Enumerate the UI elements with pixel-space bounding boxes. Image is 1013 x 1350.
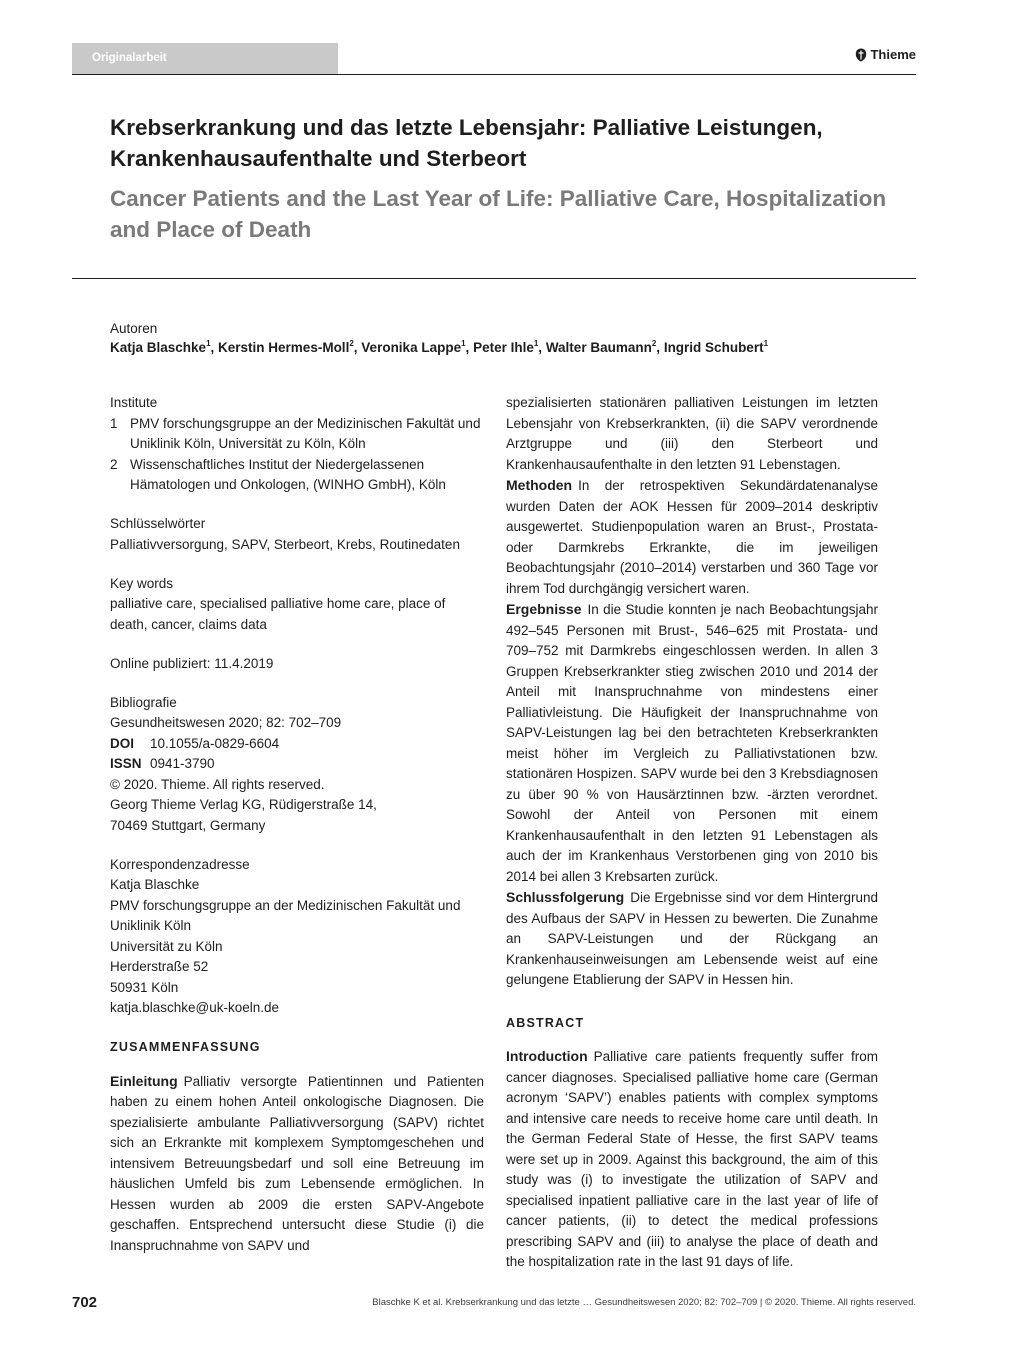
online-date: Online publiziert: 11.4.2019 <box>110 655 274 671</box>
author-affiliation: 1 <box>533 339 539 348</box>
authors-label: Autoren <box>110 321 158 336</box>
schlussfolgerung-label: Schlussfolgerung <box>506 889 625 905</box>
title-german: Krebserkrankung und das letzte Lebensjahr: Palliative Leistungen, Krankenhausaufenthalte und Sterbeort <box>110 115 823 171</box>
bibliography-label: Bibliografie <box>110 694 177 710</box>
institutes-block <box>110 393 484 496</box>
author-affiliation: 2 <box>349 339 354 348</box>
keywords-de-block <box>110 514 484 555</box>
correspondence-label: Korrespondenzadresse <box>110 856 250 872</box>
correspondence-block <box>110 855 484 1019</box>
author-affiliation: 2 <box>651 339 657 348</box>
institute-number: 1 <box>110 415 118 431</box>
footer-citation: Blaschke K et al. Krebserkrankung und das letzte … Gesundheitswesen 2020; 82: 702–709 | © 2020. Thieme. All rights reserved. <box>372 1297 916 1308</box>
keywords-en-text: palliative care, specialised palliative home care, place of death, cancer, claims data <box>110 596 446 632</box>
introduction-label: Introduction <box>506 1048 588 1064</box>
einleitung-label: Einleitung <box>110 1072 178 1089</box>
left-column <box>110 393 484 1256</box>
correspondence-line: Herderstraße 52 <box>110 959 209 974</box>
right-column <box>506 393 878 1273</box>
page-number: 702 <box>72 1294 98 1311</box>
ergebnisse-label: Ergebnisse <box>506 601 582 617</box>
authors-list: Katja Blaschke$^1$, Kerstin Hermes-Moll$^2$, Veronika Lappe$^1$, Peter Ihle$^1$, Walter Baumann$^2$, Ingrid Schubert$^1$ <box>110 339 769 355</box>
institute-text: PMV forschungsgruppe an der Medizinischen Fakultät und Uniklinik Köln, Universität zu Köln, Köln <box>130 415 481 451</box>
institute-item <box>110 414 484 455</box>
publisher-address-line: Georg Thieme Verlag KG, Rüdigerstraße 14, <box>110 797 377 812</box>
article-type-tag: Originalarbeit <box>72 43 338 74</box>
author-name: Ingrid Schubert <box>663 340 764 355</box>
einleitung-continuation: spezialisierten stationären palliativen Leistungen im letzten Lebensjahr von Krebserkrankten, (ii) die SAPV verordnende Arztgruppe und (iii) den Sterbeort und Krankenhausaufenthalte in den letzten 91 Lebenstagen. <box>506 395 878 472</box>
keywords-en-label: Key words <box>110 575 174 591</box>
institute-number: 2 <box>110 456 118 472</box>
institutes-label: Institute <box>110 395 158 410</box>
title-english: Cancer Patients and the Last Year of Life: Palliative Care, Hospitalization and Place of Death <box>110 186 887 242</box>
schlussfolgerung-paragraph <box>506 887 878 991</box>
issn-value: 0941-3790 <box>150 756 215 771</box>
author-name: Walter Baumann <box>545 340 652 355</box>
correspondence-line: PMV forschungsgruppe an der Medizinischen Fakultät und Uniklinik Köln <box>110 897 461 933</box>
keywords-de-text: Palliativversorgung, SAPV, Sterbeort, Krebs, Routinedaten <box>110 536 460 552</box>
issn-label: ISSN <box>110 756 142 771</box>
einleitung-text: Palliativ versorgte Patientinnen und Patienten haben zu einem hohen Anteil onkologische Diagnosen. Die spezialisierte ambulante Palliativversorgung (SAPV) richtet sich an Erkrankte mit komplexem Symptomgeschehen und intensivem Betreuungsbedarf und soll eine Betreuung im häuslichen Umfeld bis zum Lebensende ermöglichen. In Hessen wurden ab 2009 die ersten SAPV-Angebote geschaffen. Entsprechend untersucht diese Studie (i) die Inanspruchnahme von SAPV und <box>110 1073 484 1253</box>
correspondence-line: Katja Blaschke <box>110 877 200 892</box>
institute-item <box>110 455 484 496</box>
einleitung-paragraph <box>110 1071 484 1257</box>
author-name: Katja Blaschke <box>110 340 207 355</box>
title-rule <box>72 278 916 279</box>
doi-label: DOI <box>110 735 135 751</box>
methoden-text: In der retrospektiven Sekundärdatenanalyse wurden Daten der AOK Hessen für 2009–2014 deskriptiv ausgewertet. Studienpopulation waren an Brust-, Prostata- oder Darmkrebs Erkrankte, die im jeweiligen Beobachtungsjahr (2010–2014) verstarben und 360 Tage vor ihrem Tod durchgängig versichert waren. <box>506 478 878 596</box>
introduction-paragraph <box>506 1046 878 1273</box>
author-affiliation: 1 <box>461 339 466 348</box>
bibliography-block <box>110 693 484 837</box>
author-name: Kerstin Hermes-Moll <box>218 340 350 355</box>
header-rule <box>72 74 916 75</box>
author-affiliation: 1 <box>763 339 769 348</box>
methoden-label: Methoden <box>506 477 573 493</box>
author-name: Peter Ihle <box>473 340 534 355</box>
publisher-logo <box>855 47 916 62</box>
ergebnisse-text: In die Studie konnten je nach Beobachtungsjahr 492–545 Personen mit Brust-, 546–625 mit Prostata- und 709–752 mit Darmkrebs eingeschlossen werden. In allen 3 Gruppen Krebserkrankter stieg zwischen 2010 und 2014 der Anteil mit Inanspruchnahme von mindestens einer Palliativleistung. Die Häufigkeit der Inanspruchnahme von SAPV-Leistungen lag bei den betrachteten Krebserkrankten meist höher im Vergleich zu Palliativstationen bzw. stationären Hospizen. SAPV wurde bei den 3 Krebsdiagnosen zu über 90 % von Hausärztinnen bzw. -ärzten verordnet. Sowohl der Anteil von Personen mit einem Krankenhausaufenthalt in den letzten 91 Lebenstagen als auch der im Krankenhaus Verstorbenen ging von 2010 bis 2014 bei allen 3 Krebsarten zurück. <box>506 602 878 884</box>
ergebnisse-paragraph <box>506 599 878 887</box>
author-name: Veronika Lappe <box>361 340 462 355</box>
correspondence-email[interactable]: katja.blaschke@uk-koeln.de <box>110 1000 280 1015</box>
bibliography-journal: Gesundheitswesen 2020; 82: 702–709 <box>110 715 342 730</box>
methoden-paragraph <box>506 475 878 599</box>
institute-text: Wissenschaftliches Institut der Niedergelassenen Hämatologen und Onkologen, (WINHO GmbH), Köln <box>130 456 446 492</box>
keywords-en-block <box>110 574 484 636</box>
publisher-address-line: 70469 Stuttgart, Germany <box>110 817 266 833</box>
thieme-logo-icon <box>855 48 867 62</box>
introduction-text: Palliative care patients frequently suffer from cancer diagnoses. Specialised palliative home care (German acronym ‘SAPV’) enables patients with complex symptoms and intensive care needs to receive home care until death. In the German Federal State of Hesse, the first SAPV teams were set up in 2009. Against this background, the aim of this study was (i) to investigate the utilization of SAPV and specialised inpatient palliative care in the last year of life of cancer patients, (ii) to detect the medical professions prescribing SAPV and (iii) to analyse the place of death and the hospitalization rate in the last 91 days of life. <box>506 1049 878 1269</box>
publisher-name: Thieme <box>870 47 916 62</box>
schlussfolgerung-text: Die Ergebnisse sind vor dem Hintergrund des Aufbaus der SAPV in Hessen zu bewerten. Die Zunahme an SAPV-Leistungen und der Rückgang an Krankenhauseinweisungen am Lebensende weist auf eine gelungene Etablierung der SAPV in Hessen hin. <box>506 890 878 987</box>
author-affiliation: 1 <box>206 339 211 348</box>
doi-value[interactable]: 10.1055/a-0829-6604 <box>150 735 280 751</box>
copyright: © 2020. Thieme. All rights reserved. <box>110 776 325 792</box>
keywords-de-label: Schlüsselwörter <box>110 516 206 531</box>
correspondence-line: 50931 Köln <box>110 979 179 995</box>
zusammenfassung-heading: ZUSAMMENFASSUNG <box>110 1040 261 1054</box>
abstract-heading: ABSTRACT <box>506 1015 585 1030</box>
correspondence-line: Universität zu Köln <box>110 938 223 954</box>
